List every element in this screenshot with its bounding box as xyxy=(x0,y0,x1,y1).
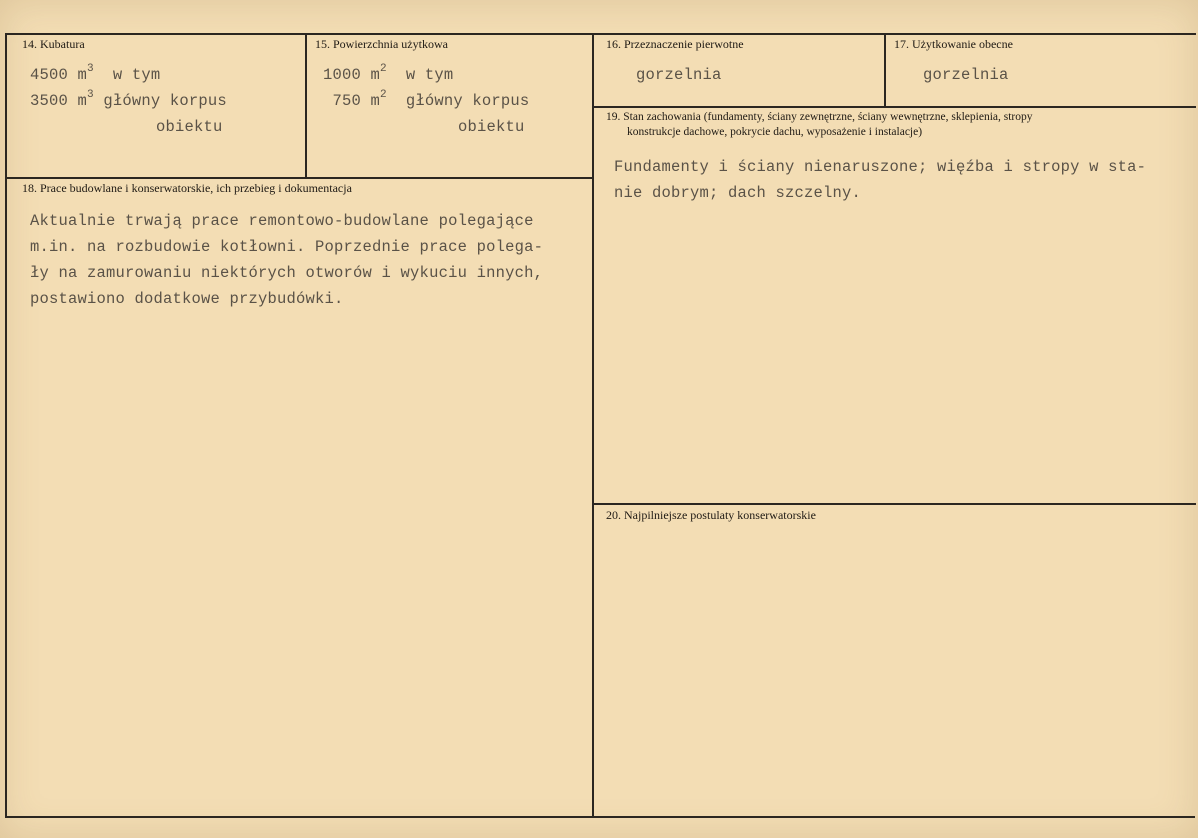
field-14-main-exponent: 3 xyxy=(87,89,94,101)
field-19-line-2: nie dobrym; dach szczelny. xyxy=(614,184,862,202)
field-15-total-exponent: 2 xyxy=(380,63,387,75)
field-18-label: 18. Prace budowlane i konserwatorskie, ich przebieg i dokumentacja xyxy=(22,181,352,195)
field-17-label: 17. Użytkowanie obecne xyxy=(894,37,1013,51)
divider-row-20 xyxy=(594,503,1196,505)
field-15-main-note: główny korpus xyxy=(386,92,530,110)
field-16-label: 16. Przeznaczenie pierwotne xyxy=(606,37,744,51)
field-14-label: 14. Kubatura xyxy=(22,37,85,51)
field-14-main-note: główny korpus xyxy=(93,92,227,110)
field-18-line-1: Aktualnie trwają prace remontowo-budowlane polegające xyxy=(30,212,534,230)
left-border xyxy=(5,33,7,818)
field-15-main-value: 750 m xyxy=(323,92,381,110)
field-18-line-2: m.in. na rozbudowie kotłowni. Poprzednie prace polega- xyxy=(30,238,544,256)
divider-16-17 xyxy=(884,33,886,107)
field-14-total-value: 4500 m xyxy=(30,66,88,84)
field-14-total-note: w tym xyxy=(93,66,161,84)
field-15-total-value: 1000 m xyxy=(323,66,381,84)
field-18-line-3: ły na zamurowaniu niektórych otworów i wykuciu innych, xyxy=(30,264,544,282)
field-14-main-value: 3500 m xyxy=(30,92,88,110)
field-15-line-2 xyxy=(323,88,529,116)
field-20-label: 20. Najpilniejsze postulaty konserwatorskie xyxy=(606,508,816,522)
field-15-main-exponent: 2 xyxy=(380,89,387,101)
field-14-line-1 xyxy=(30,62,160,90)
field-19-label-line-2: konstrukcje dachowe, pokrycie dachu, wyposażenie i instalacje) xyxy=(627,126,923,138)
field-16-value: gorzelnia xyxy=(636,66,722,84)
divider-row-19 xyxy=(594,106,1196,108)
field-15-label: 15. Powierzchnia użytkowa xyxy=(315,37,448,51)
divider-14-15 xyxy=(305,33,307,177)
field-14-line-3: obiektu xyxy=(156,118,223,136)
center-divider xyxy=(592,33,594,818)
field-18-line-4: postawiono dodatkowe przybudówki. xyxy=(30,290,344,308)
top-border xyxy=(6,33,1196,35)
field-14-line-2 xyxy=(30,88,227,116)
field-19-label-line-1: 19. Stan zachowania (fundamenty, ściany zewnętrzne, ściany wewnętrzne, sklepienia, stropy xyxy=(606,111,1033,123)
field-15-line-3: obiektu xyxy=(458,118,525,136)
field-17-value: gorzelnia xyxy=(923,66,1009,84)
field-19-line-1: Fundamenty i ściany nienaruszone; więźba i stropy w sta- xyxy=(614,158,1147,176)
field-15-line-1 xyxy=(323,62,453,90)
bottom-border xyxy=(5,816,1195,818)
field-14-total-exponent: 3 xyxy=(87,63,94,75)
divider-row-18 xyxy=(6,177,594,179)
field-15-total-note: w tym xyxy=(386,66,454,84)
